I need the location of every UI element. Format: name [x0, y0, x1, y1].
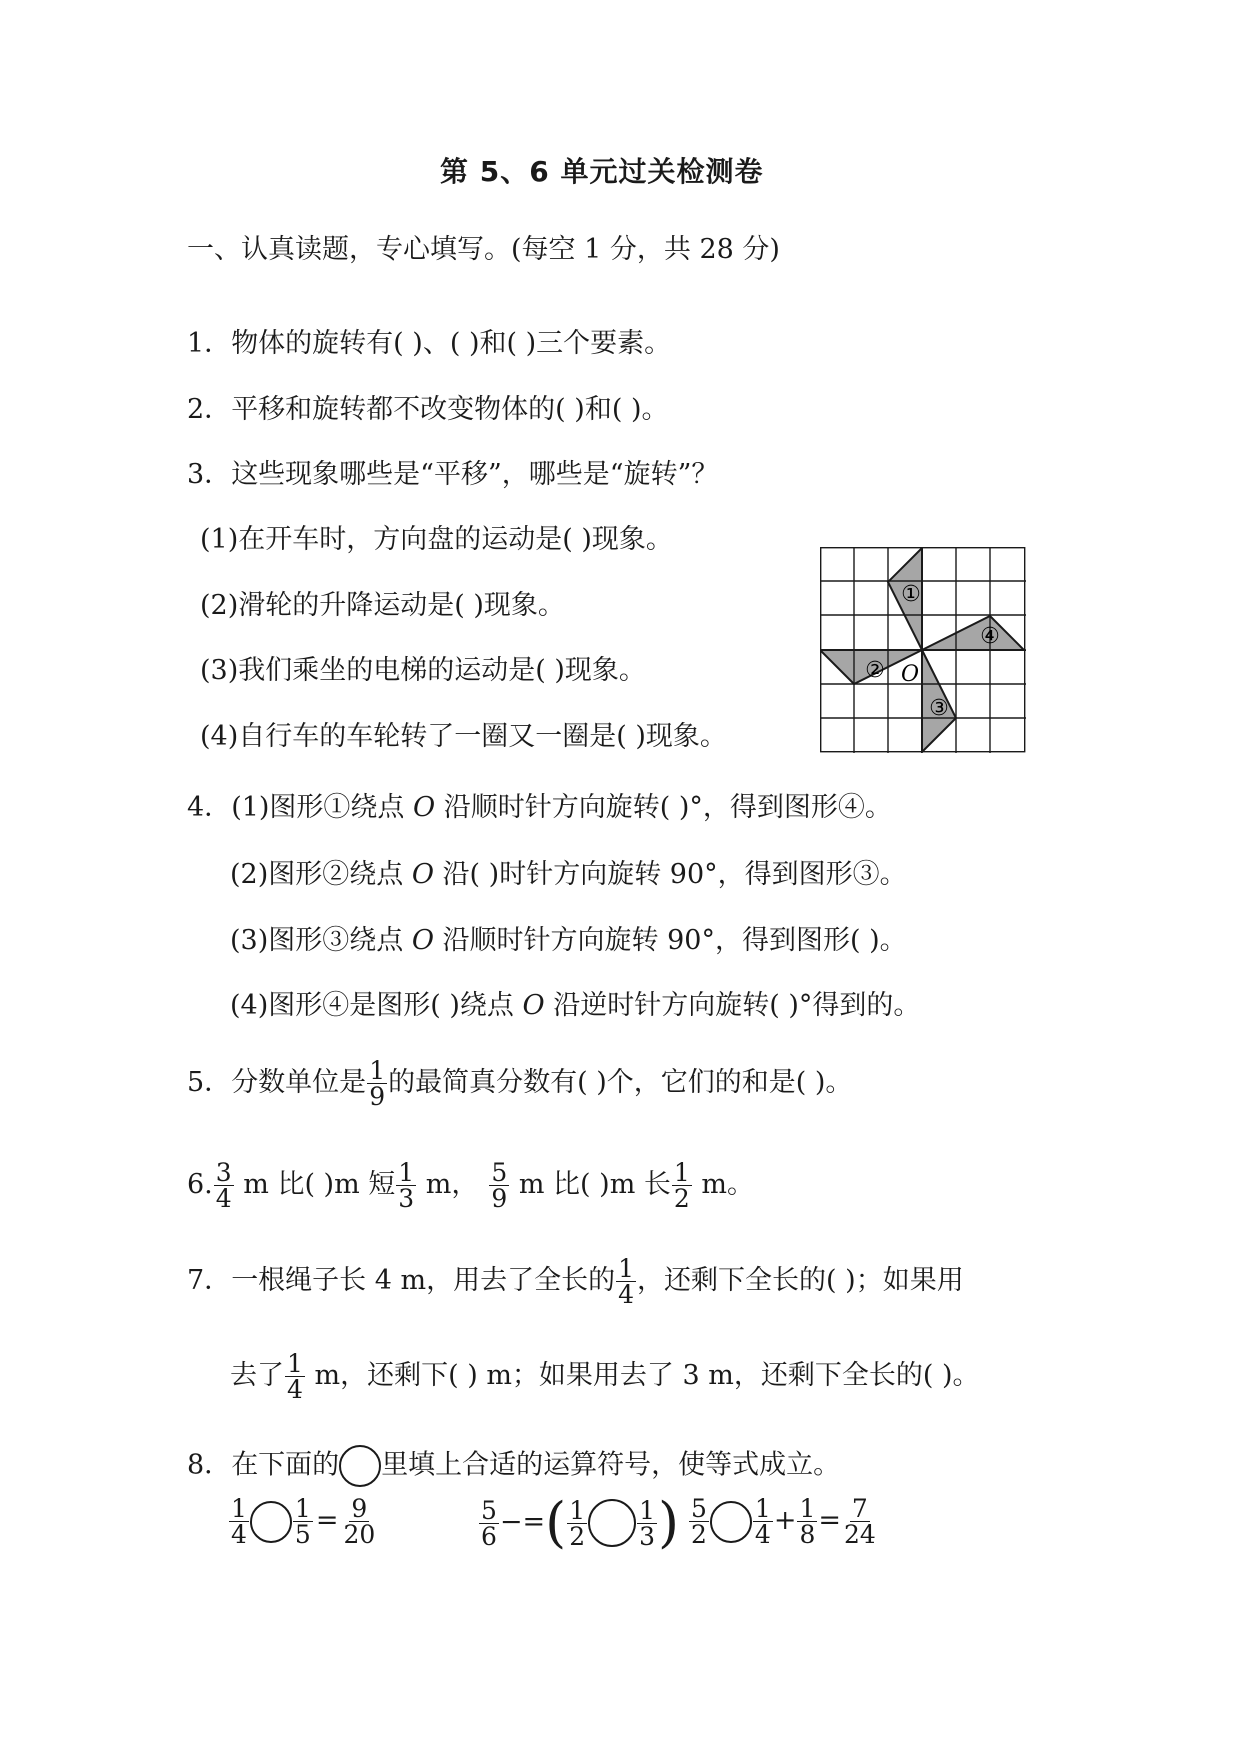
point-o: O	[411, 859, 434, 890]
fraction	[616, 1256, 636, 1307]
question-text: 这些现象哪些是“平移”，哪些是“旋转”？	[231, 459, 719, 490]
numerator: 5	[691, 1494, 707, 1523]
question-number: 8．	[187, 1449, 232, 1481]
rotation-grid-figure	[820, 547, 1026, 753]
numerator: 1	[287, 1349, 303, 1378]
numerator: 5	[491, 1158, 508, 1187]
question-number: 2．	[187, 394, 232, 425]
question-2	[187, 393, 669, 427]
center-point-label: O	[900, 662, 920, 687]
question-3-sub-2: (2)滑轮的升降运动是( )现象。	[200, 590, 565, 621]
fraction	[285, 1351, 305, 1402]
question-text: m，	[417, 1169, 479, 1200]
numerator: 1	[754, 1494, 771, 1523]
question-number: 6.	[187, 1169, 213, 1200]
denominator: 20	[343, 1520, 376, 1549]
question-number: 5．	[187, 1067, 232, 1098]
question-text: m，还剩下( ) m；如果用去了 3 m，还剩下全长的( )。	[305, 1360, 980, 1391]
shape-4	[922, 616, 1024, 650]
question-7-line-2	[230, 1351, 980, 1402]
question-text: 物体的旋转有( )、( )和( )三个要素。	[231, 328, 672, 359]
question-7-line-1	[187, 1256, 964, 1307]
question-number: 4．	[187, 792, 232, 823]
fraction	[637, 1495, 657, 1551]
question-1	[187, 327, 671, 361]
fraction	[672, 1160, 692, 1211]
denominator: 4	[618, 1280, 635, 1309]
denominator: 9	[369, 1082, 386, 1111]
minus-sign: −	[499, 1506, 523, 1538]
denominator: 8	[799, 1520, 816, 1549]
question-3-sub-3: (3)我们乘坐的电梯的运动是( )现象。	[200, 655, 646, 686]
numerator: 1	[231, 1494, 247, 1523]
sub-text: (1)图形①绕点	[231, 792, 414, 823]
numerator: 1	[673, 1158, 690, 1187]
denominator: 2	[691, 1520, 707, 1549]
question-3-sub-4: (4)自行车的车轮转了一圈又一圈是( )现象。	[200, 721, 727, 752]
denominator: 4	[287, 1375, 303, 1404]
denominator: 2	[569, 1521, 586, 1551]
question-text: 一根绳子长 4 m，用去了全长的	[231, 1265, 616, 1296]
question-text: 在下面的	[231, 1449, 340, 1481]
numerator: 1	[294, 1494, 311, 1523]
fraction	[341, 1496, 377, 1547]
operator-blank-circle[interactable]	[710, 1501, 752, 1543]
equals-sign: =	[315, 1505, 339, 1536]
fraction	[567, 1495, 587, 1551]
fraction	[479, 1495, 499, 1551]
fraction	[797, 1496, 817, 1547]
question-text: 里填上合适的运算符号，使等式成立。	[381, 1449, 841, 1481]
question-6	[187, 1160, 754, 1211]
denominator: 3	[398, 1184, 415, 1213]
fraction	[293, 1496, 313, 1547]
operator-blank-circle[interactable]	[588, 1499, 636, 1547]
question-8	[187, 1445, 840, 1487]
expression-3	[688, 1496, 879, 1547]
shape-3-label: ③	[929, 696, 949, 721]
numerator: 1	[618, 1254, 635, 1283]
blank-circle-icon	[339, 1445, 381, 1487]
shape-1-label: ①	[901, 582, 921, 607]
question-5	[187, 1058, 852, 1109]
shape-2-label: ②	[865, 658, 885, 683]
question-number: 7．	[187, 1265, 232, 1296]
denominator: 4	[231, 1520, 247, 1549]
question-3	[187, 458, 718, 492]
shape-4-label: ④	[980, 624, 1000, 649]
point-o: O	[522, 990, 545, 1021]
question-number: 1．	[187, 328, 232, 359]
expression-1	[228, 1496, 378, 1547]
question-text: 平移和旋转都不改变物体的( )和( )。	[231, 394, 669, 425]
denominator: 2	[673, 1184, 690, 1213]
plus-sign: +	[773, 1505, 797, 1536]
point-o: O	[413, 792, 436, 823]
page-title: 第 5、6 单元过关检测卷	[440, 155, 764, 188]
numerator: 9	[351, 1494, 368, 1523]
operator-blank-circle[interactable]	[250, 1501, 292, 1543]
question-4-sub-2	[230, 858, 907, 892]
numerator: 1	[639, 1495, 656, 1525]
question-3-sub-1: (1)在开车时，方向盘的运动是( )现象。	[200, 524, 673, 555]
denominator: 6	[481, 1521, 497, 1551]
fraction	[214, 1160, 234, 1211]
question-text: 的最简真分数有( )个，它们的和是( )。	[388, 1067, 853, 1098]
fraction	[842, 1496, 878, 1547]
question-text: m 比( )m 长	[510, 1169, 671, 1200]
sub-text: 沿( )时针方向旋转 90°，得到图形③。	[433, 859, 907, 890]
fraction	[396, 1160, 416, 1211]
sub-text: (4)图形④是图形( )绕点	[230, 990, 523, 1021]
fraction	[689, 1496, 709, 1547]
numerator: 1	[799, 1494, 816, 1523]
point-o: O	[411, 925, 434, 956]
denominator: 4	[754, 1520, 771, 1549]
question-text: m。	[692, 1169, 754, 1200]
sub-text: 沿顺时针方向旋转 90°，得到图形( )。	[433, 925, 907, 956]
denominator: 24	[843, 1520, 876, 1549]
equals-sign: =	[818, 1505, 841, 1536]
section-heading: 一、认真读题，专心填写。(每空 1 分，共 28 分)	[187, 234, 780, 265]
question-4-sub-4	[230, 989, 920, 1023]
question-text: 去了	[230, 1360, 284, 1391]
denominator: 3	[639, 1521, 656, 1551]
fraction	[753, 1496, 773, 1547]
numerator: 1	[398, 1158, 415, 1187]
sub-text: (3)图形③绕点	[230, 925, 412, 956]
question-4-sub-1	[187, 791, 892, 825]
sub-text: 沿逆时针方向旋转( )°得到的。	[544, 990, 921, 1021]
denominator: 5	[294, 1520, 311, 1549]
fraction	[367, 1058, 387, 1109]
question-number: 3．	[187, 459, 232, 490]
left-parenthesis: (	[545, 1491, 567, 1554]
numerator: 1	[369, 1056, 386, 1085]
numerator: 7	[851, 1494, 868, 1523]
question-text: ，还剩下全长的( )；如果用	[637, 1265, 964, 1296]
expression-2	[478, 1491, 680, 1554]
question-text: m 比( )m 短	[234, 1169, 396, 1200]
equals-sign: =	[522, 1506, 546, 1538]
denominator: 4	[215, 1184, 232, 1213]
numerator: 5	[481, 1495, 497, 1525]
fraction	[489, 1160, 509, 1211]
question-text: 分数单位是	[231, 1067, 367, 1098]
right-parenthesis: )	[658, 1491, 680, 1554]
denominator: 9	[491, 1184, 508, 1213]
sub-text: (2)图形②绕点	[230, 859, 412, 890]
fraction	[229, 1496, 249, 1547]
sub-text: 沿顺时针方向旋转( )°，得到图形④。	[435, 792, 892, 823]
question-4-sub-3	[230, 924, 907, 958]
numerator: 1	[569, 1495, 586, 1525]
numerator: 3	[215, 1158, 232, 1187]
